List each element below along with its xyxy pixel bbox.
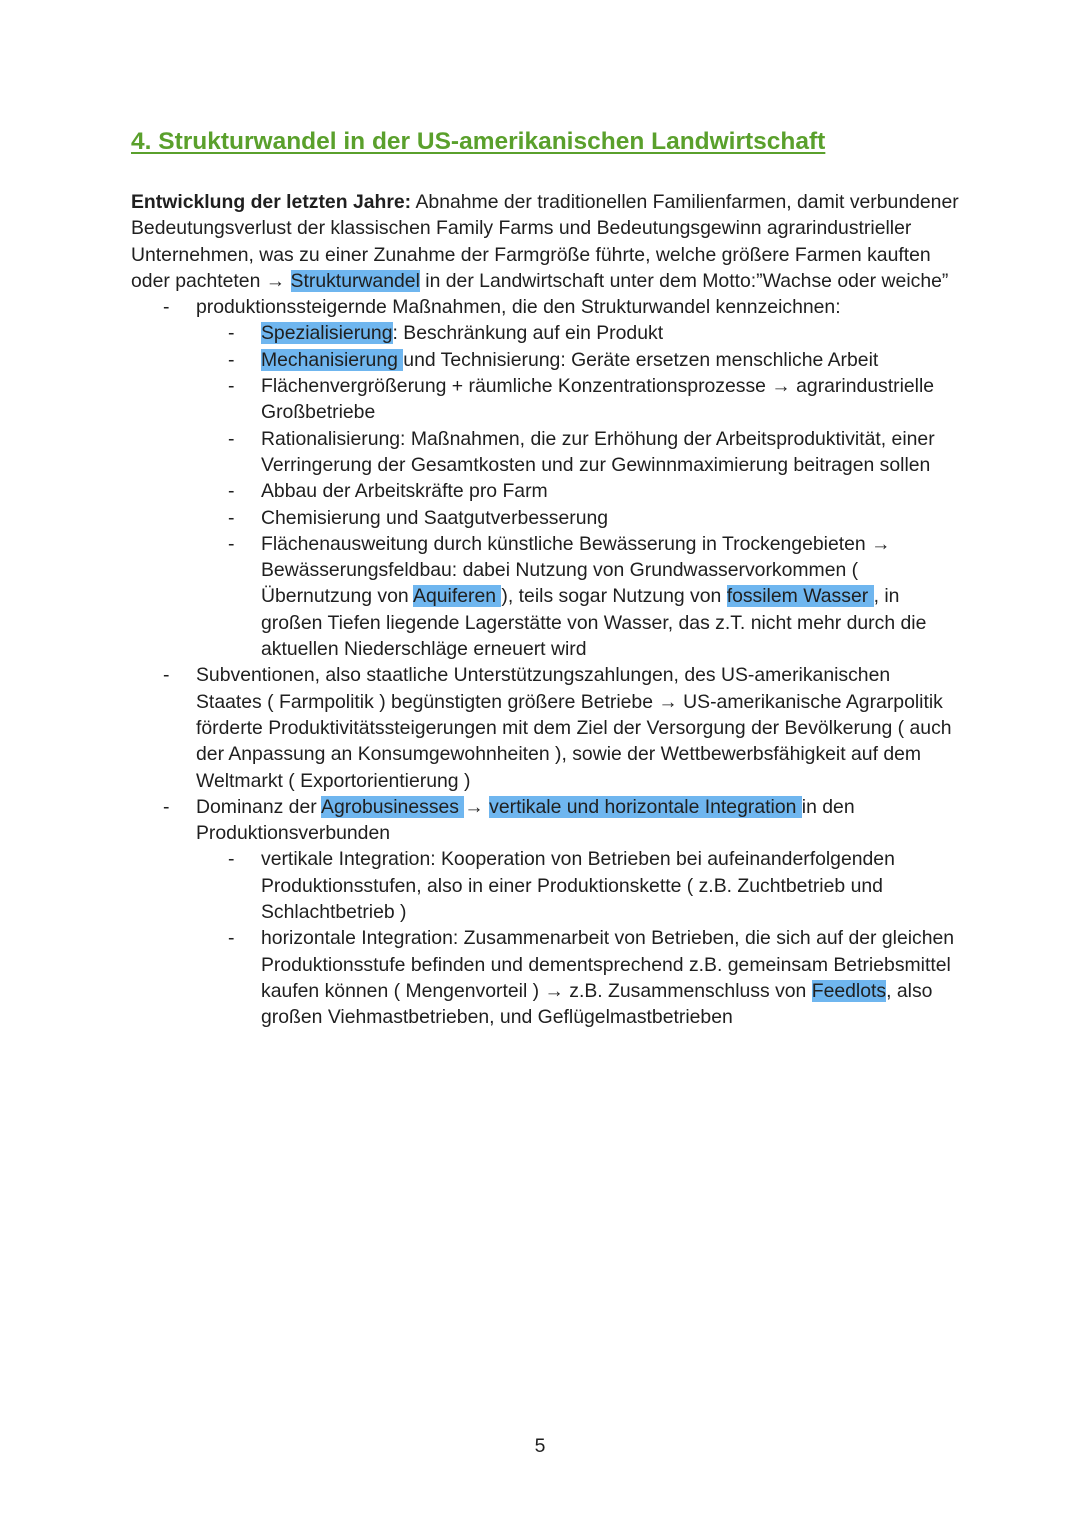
highlight-integration: vertikale und horizontale Integration xyxy=(489,795,802,818)
item-text: Abbau der Arbeitskräfte pro Farm xyxy=(261,480,548,503)
sub-list xyxy=(196,846,961,1030)
sub-list xyxy=(196,320,961,662)
highlight-strukturwandel: Strukturwandel xyxy=(290,269,420,292)
sub-list-item xyxy=(196,505,961,531)
intro-paragraph xyxy=(131,189,961,294)
item-text: : Beschränkung auf ein Produkt xyxy=(392,322,664,345)
section-title: 4. Strukturwandel in der US-amerikanischen Landwirtschaft xyxy=(131,128,826,155)
item-text: , also großen Viehmastbetrieben, und Geflügelmastbetrieben xyxy=(261,979,933,1029)
page-number: 5 xyxy=(534,1435,546,1457)
dash-bullet: - xyxy=(228,848,235,871)
item-text: Flächenvergrößerung + räumliche Konzentrationsprozesse → agrarindustrielle Großbetriebe xyxy=(261,375,935,424)
dash-bullet: - xyxy=(228,348,235,371)
dash-bullet: - xyxy=(228,480,235,503)
highlight-spezialisierung: Spezialisierung xyxy=(261,322,393,345)
list-item xyxy=(131,294,961,662)
main-list xyxy=(131,294,961,1030)
item-text: Subventionen, also staatliche Unterstützungszahlungen, des US-amerikanischen Staates ( Farmpolitik ) begünstigten größere Betriebe → US-amerikanische Agrarpolitik förderte Produktivitätssteigerungen mit dem Ziel der Versorgung der Bevölkerung ( auch der Anpassung an Konsumgewohnheiten ), sowie der Wettbewerbsfähigkeit auf dem Weltmarkt ( Exportorientierung ) xyxy=(196,664,952,792)
dash-bullet: - xyxy=(163,296,170,319)
sub-list-item xyxy=(196,846,961,925)
item-text: ), teils sogar Nutzung von xyxy=(501,585,727,608)
highlight-aquiferen: Aquiferen xyxy=(413,585,502,608)
dash-bullet: - xyxy=(228,427,235,450)
dash-bullet: - xyxy=(228,375,235,398)
item-text: vertikale Integration: Kooperation von Betrieben bei aufeinanderfolgenden Produktionsstufen, also in einer Produktionskette ( z.B. Zuchtbetrieb und Schlachtbetrieb ) xyxy=(261,848,895,924)
intro-text-2: in der Landwirtschaft unter dem Motto:”Wachse oder weiche” xyxy=(419,269,949,292)
dash-bullet: - xyxy=(163,664,170,687)
list-item xyxy=(131,794,961,1031)
item-text: Rationalisierung: Maßnahmen, die zur Erhöhung der Arbeitsproduktivität, einer Verringerung der Gesamtkosten und zur Gewinnmaximierung beitragen sollen xyxy=(261,427,935,476)
sub-list-item xyxy=(196,925,961,1030)
item-text: → xyxy=(464,795,490,818)
dash-bullet: - xyxy=(228,322,235,345)
intro-text-1: Abnahme der traditionellen Familienfarmen, damit verbundener Bedeutungsverlust der klassischen Family Farms und Bedeutungsgewinn agrarindustrieller Unternehmen, was zu einer Zunahme der Farmgröße führte, welche größere Farmen kauften oder pachteten → xyxy=(131,191,959,292)
sub-list-item xyxy=(196,531,961,662)
intro-bold-label: Entwicklung der letzten Jahre: xyxy=(131,191,412,213)
list-item xyxy=(131,662,961,793)
highlight-agrobusinesses: Agrobusinesses xyxy=(321,795,465,818)
item-text: Chemisierung und Saatgutverbesserung xyxy=(261,506,609,529)
sub-list-item xyxy=(196,347,961,373)
item-text: Dominanz der xyxy=(196,795,322,818)
sub-list-item xyxy=(196,478,961,504)
dash-bullet: - xyxy=(228,506,235,529)
sub-list-item xyxy=(196,320,961,346)
dash-bullet: - xyxy=(228,532,235,555)
item-text: und Technisierung: Geräte ersetzen menschliche Arbeit xyxy=(403,348,879,371)
item-text: horizontale Integration: Zusammenarbeit von Betrieben, die sich auf der gleichen Produktionsstufe befinden und dementsprechend z.B. gemeinsam Betriebsmittel kaufen können ( Mengenvorteil ) → z.B. Zusammenschluss von xyxy=(261,927,955,1002)
item-text: produktionssteigernde Maßnahmen, die den Strukturwandel kennzeichnen: xyxy=(196,296,841,319)
highlight-feedlots: Feedlots xyxy=(811,979,887,1002)
sub-list-item xyxy=(196,373,961,426)
item-text: in den Produktionsverbunden xyxy=(196,795,855,845)
section-content xyxy=(131,189,961,1031)
sub-list-item xyxy=(196,426,961,479)
item-text: Flächenausweitung durch künstliche Bewässerung in Trockengebieten → Bewässerungsfeldbau: dabei Nutzung von Grundwasservorkommen ( Übernutzung von xyxy=(261,532,891,608)
highlight-fossilem-wasser: fossilem Wasser xyxy=(726,585,874,608)
highlight-mechanisierung: Mechanisierung xyxy=(261,348,404,371)
item-text: , in großen Tiefen liegende Lagerstätte von Wasser, das z.T. nicht mehr durch die aktuellen Niederschläge erneuert wird xyxy=(261,585,927,661)
dash-bullet: - xyxy=(228,927,235,950)
dash-bullet: - xyxy=(163,795,170,818)
